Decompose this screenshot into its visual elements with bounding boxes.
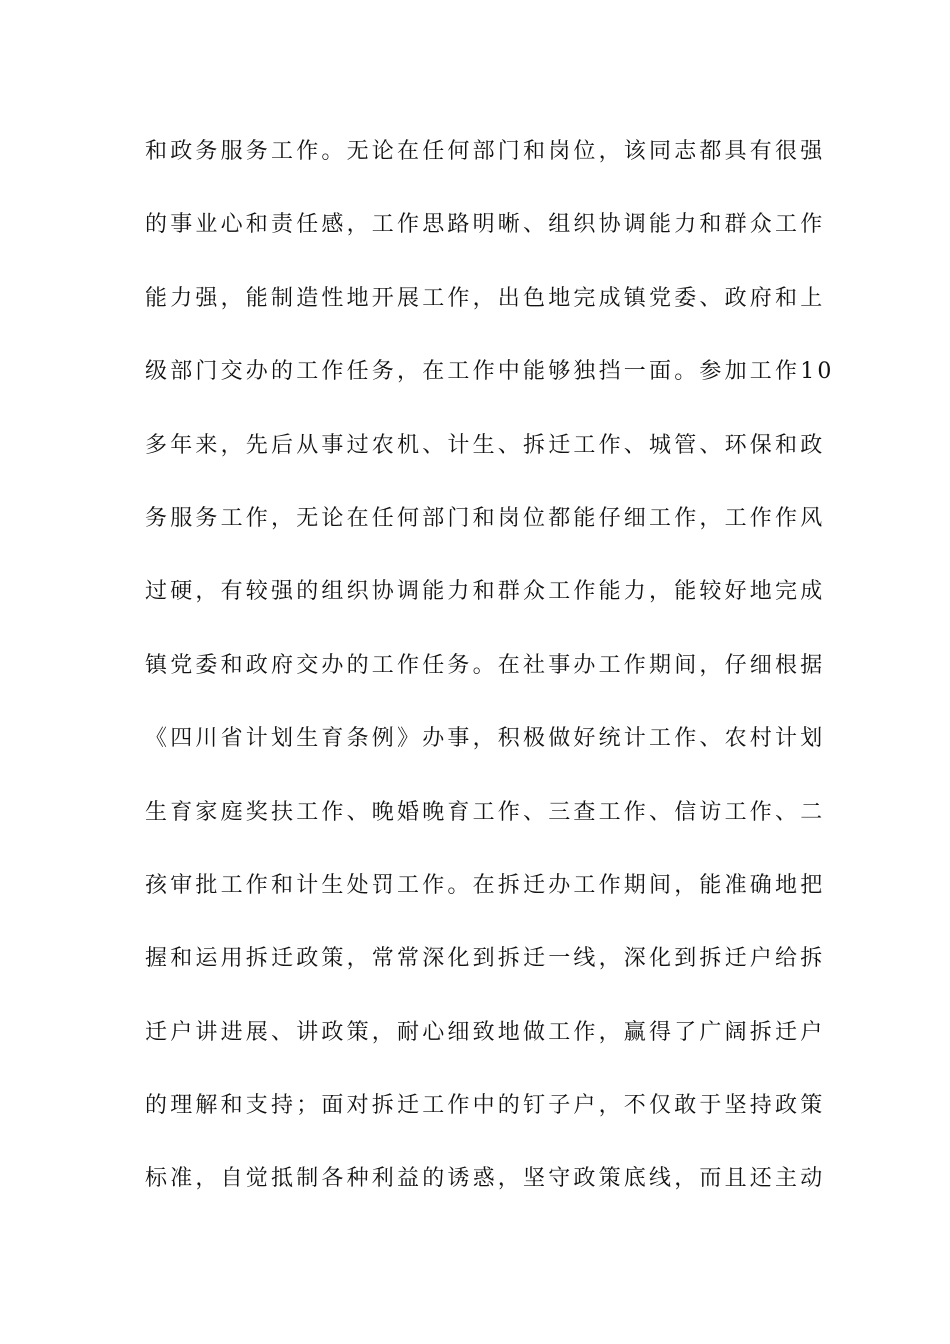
text-line: 的理解和支持；面对拆迁工作中的钉子户，不仅敢于坚持政策 xyxy=(145,1093,826,1119)
text-line: 生育家庭奖扶工作、晚婚晚育工作、三查工作、信访工作、二 xyxy=(145,799,826,825)
text-line: 握和运用拆迁政策，常常深化到拆迁一线，深化到拆迁户给拆 xyxy=(145,946,826,972)
text-line: 的事业心和责任感，工作思路明晰、组织协调能力和群众工作 xyxy=(145,212,826,238)
text-line: 镇党委和政府交办的工作任务。在社事办工作期间，仔细根据 xyxy=(145,652,826,678)
body-text xyxy=(145,132,835,1233)
text-line: 务服务工作，无论在任何部门和岗位都能仔细工作，工作作风 xyxy=(145,505,826,531)
text-line: 迁户讲进展、讲政策，耐心细致地做工作，赢得了广阔拆迁户 xyxy=(145,1019,826,1045)
text-line: 标准，自觉抵制各种利益的诱惑，坚守政策底线，而且还主动 xyxy=(145,1166,826,1192)
text-line: 多年来，先后从事过农机、计生、拆迁工作、城管、环保和政 xyxy=(145,432,826,458)
text-line: 孩审批工作和计生处罚工作。在拆迁办工作期间，能准确地把 xyxy=(145,872,826,898)
text-line: 能力强，能制造性地开展工作，出色地完成镇党委、政府和上 xyxy=(145,285,826,311)
text-line: 和政务服务工作。无论在任何部门和岗位，该同志都具有很强 xyxy=(145,139,826,164)
text-line: 《四川省计划生育条例》办事，积极做好统计工作、农村计划 xyxy=(145,726,826,752)
text-line: 过硬，有较强的组织协调能力和群众工作能力，能较好地完成 xyxy=(145,579,826,605)
text-line: 级部门交办的工作任务，在工作中能够独挡一面。参加工作10 xyxy=(145,359,835,385)
